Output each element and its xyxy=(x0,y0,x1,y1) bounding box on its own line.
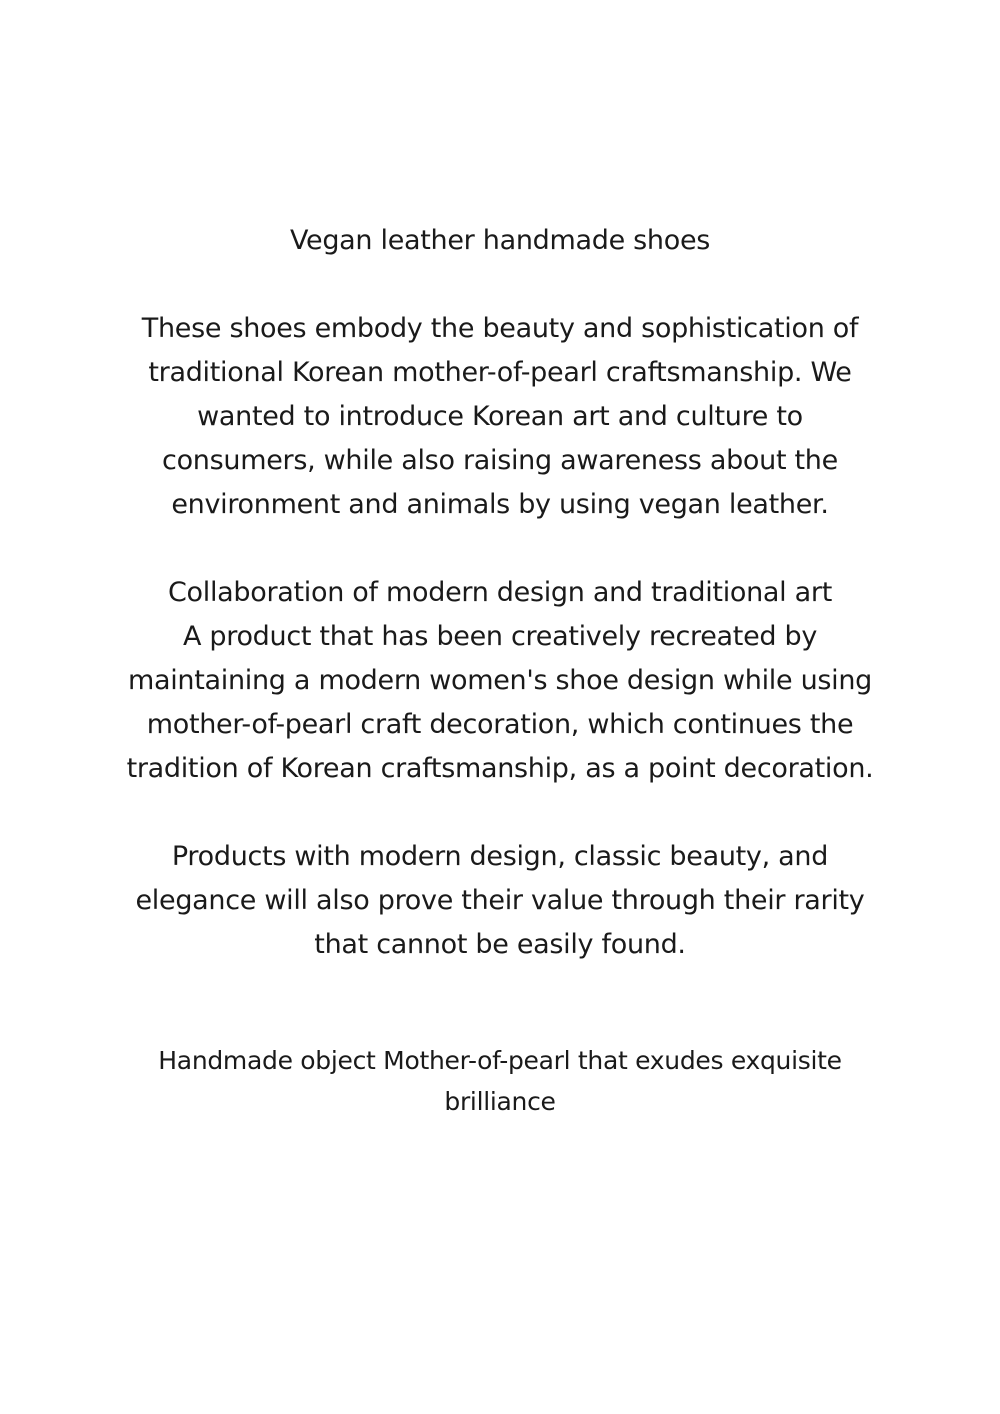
collaboration-heading: Collaboration of modern design and traditional art xyxy=(167,577,832,608)
tagline-line: brilliance xyxy=(444,1087,556,1116)
closing-paragraph xyxy=(40,835,960,967)
intro-paragraph xyxy=(40,307,960,527)
intro-line: traditional Korean mother-of-pearl craftsmanship. We xyxy=(148,357,852,388)
intro-line: These shoes embody the beauty and sophistication of xyxy=(141,313,859,344)
collaboration-line: maintaining a modern women's shoe design while using xyxy=(127,665,873,696)
intro-line: consumers, while also raising awareness about the xyxy=(162,445,838,476)
title-line: Vegan leather handmade shoes xyxy=(289,225,711,256)
closing-line: Products with modern design, classic beauty, and xyxy=(171,841,829,872)
collaboration-line: A product that has been creatively recreated by xyxy=(182,621,818,652)
intro-line: environment and animals by using vegan leather. xyxy=(171,489,829,520)
tagline-line: Handmade object Mother-of-pearl that exudes exquisite xyxy=(158,1046,842,1075)
collaboration-line: mother-of-pearl craft decoration, which continues the xyxy=(146,709,854,740)
closing-line: that cannot be easily found. xyxy=(314,929,686,960)
closing-line: elegance will also prove their value through their rarity xyxy=(135,885,865,916)
intro-line: wanted to introduce Korean art and culture to xyxy=(197,401,803,432)
collaboration-paragraph xyxy=(40,571,960,791)
document-title xyxy=(40,219,960,263)
tagline xyxy=(40,1040,960,1122)
collaboration-line: tradition of Korean craftsmanship, as a point decoration. xyxy=(126,753,874,784)
